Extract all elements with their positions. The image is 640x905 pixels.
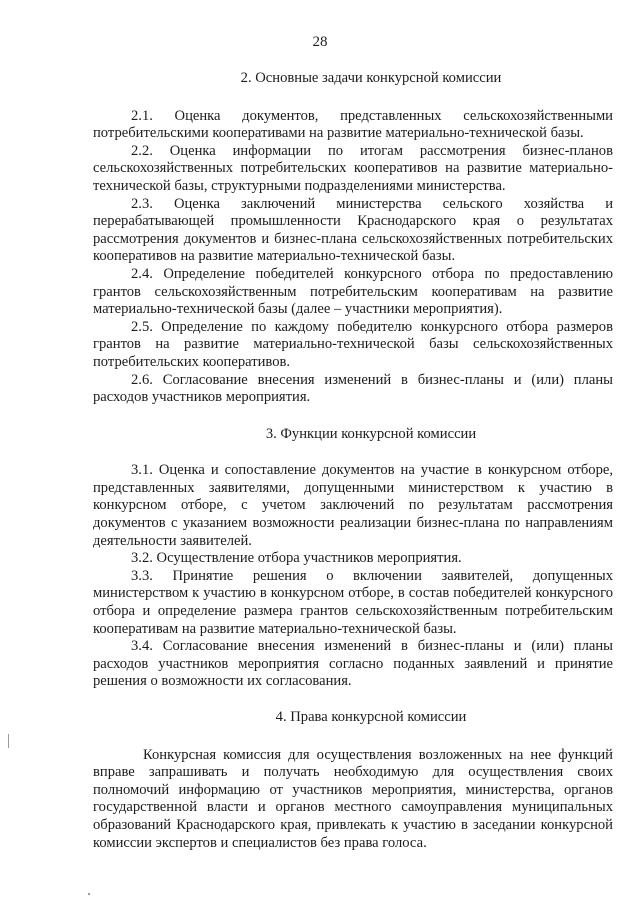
section-heading-4: 4. Права конкурсной комиссии	[275, 709, 467, 725]
paragraph-3-3: 3.3. Принятие решения о включении заявителей, допущенных министерством к участию в конкурсном отборе, в состав победителей конкурсного отбора и определение размера грантов сельскохозяйственным потребительским кооперативам на развитие материально-технической базы.	[93, 567, 613, 637]
paragraph-2-4: 2.4. Определение победителей конкурсного отбора по предоставлению грантов сельскохозяйственным потребительским кооперативам на развитие материально-технической базы (далее – участники мероприятия).	[93, 265, 613, 318]
page-number: 28	[312, 34, 328, 50]
paragraph-4: Конкурсная комиссия для осуществления возложенных на нее функций вправе запрашивать и получать необходимую для осуществления своих полномочий информацию от участников мероприятия, министерства, органов государственной власти и органов местного самоуправления муниципальных образований Краснодарского края, привлекать к участию в заседании конкурсной комиссии экспертов и специалистов без права голоса.	[93, 746, 613, 851]
paragraph-2-3: 2.3. Оценка заключений министерства сельского хозяйства и перерабатывающей промышленности Краснодарского края о результатах рассмотрения документов и бизнес-плана сельскохозяйственных потребительских кооперативов на развитие материально-технической базы.	[93, 195, 613, 265]
scan-mark	[88, 893, 90, 895]
paragraph-3-2: 3.2. Осуществление отбора участников мероприятия.	[131, 550, 462, 567]
document-body	[93, 70, 613, 852]
paragraph-2-6: 2.6. Согласование внесения изменений в бизнес-планы и (или) планы расходов участников мероприятия.	[93, 371, 613, 406]
paragraph-2-5: 2.5. Определение по каждому победителю конкурсного отбора размеров грантов на развитие материально-технической базы сельскохозяйственных потребительских кооперативов.	[93, 318, 613, 370]
paragraph-3-1: 3.1. Оценка и сопоставление документов на участие в конкурсном отборе, представленных заявителями, допущенными министерством к участию в конкурсном отборе, с учетом заключений по результатам рассмотрения документов с указанием возможности реализации бизнес-плана по направлениям деятельности заявителей.	[93, 462, 613, 549]
section-heading-3: 3. Функции конкурсной комиссии	[265, 425, 477, 442]
paragraph-2-2: 2.2. Оценка информации по итогам рассмотрения бизнес-планов сельскохозяйственных потребительских кооперативов на развитие материально-технической базы, структурными подразделениями министерства.	[93, 142, 613, 194]
paragraph-2-1: 2.1. Оценка документов, представленных сельскохозяйственными потребительскими кооперативами на развитие материально-технической базы.	[93, 107, 613, 142]
scan-mark	[8, 734, 9, 748]
paragraph-3-4: 3.4. Согласование внесения изменений в бизнес-планы и (или) планы расходов участников мероприятия согласно поданных заявлений и принятие решения о возможности их согласования.	[93, 638, 613, 690]
section-heading-2: 2. Основные задачи конкурсной комиссии	[240, 70, 502, 86]
